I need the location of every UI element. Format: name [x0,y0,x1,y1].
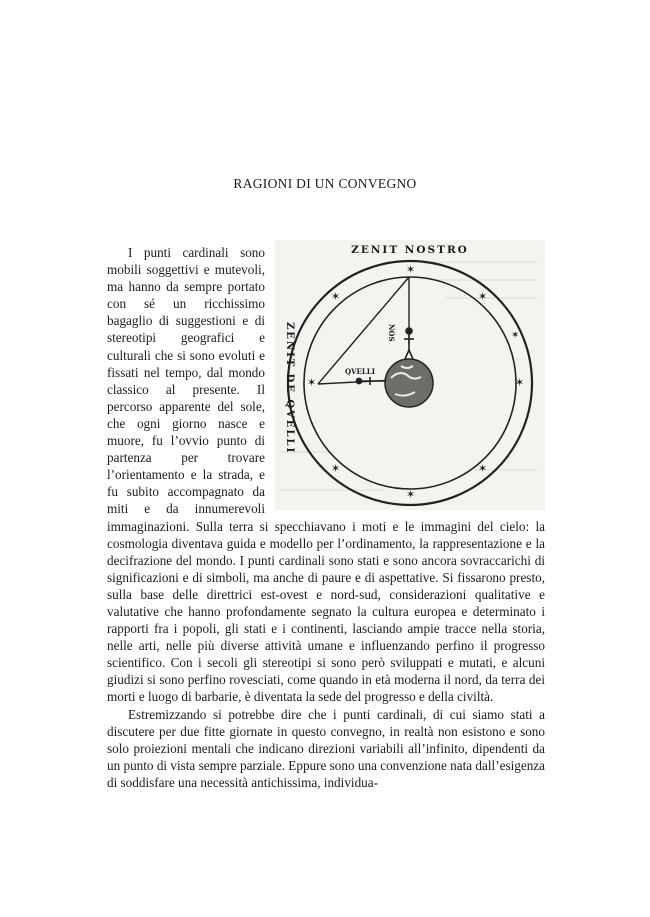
svg-text:✶: ✶ [406,488,416,501]
svg-text:✶: ✶ [307,376,317,389]
body-paragraph-2: Estremizzando si potrebbe dire che i punti cardinali, di cui siamo stati a discutere per due fitte giornate in questo convegno, in realtà non esistono e sono solo proiezioni mentali che indicano direzioni variabili all’infinito, dipendenti da un punto di vista sempre parziale. Eppure sono una convenzione nata dall’esigenza di soddisfare una necessità antichissima, individua- [107,706,545,790]
svg-text:✶: ✶ [511,330,520,341]
zenit-nostro-label: ZENIT NOSTRO [351,244,469,256]
svg-text:✶: ✶ [478,462,488,475]
globe [385,359,433,407]
svg-text:✶: ✶ [515,376,525,389]
svg-text:✶: ✶ [331,290,341,303]
body-paragraph-1: I punti cardinali sono mobili soggettivi e mutevoli, ma hanno da sempre portato con sé un ricchissimo bagaglio di suggestioni e di stereotipi geografici e culturali che si sono evoluti e fissati nel tempo, dal mondo classico al presente. Il percorso apparente del sole, che ogni giorno nasce e muore, fu l’ovvio punto di partenza per trovare l’orientamento e la strada, e fu subito accompagnato da miti e da innumerevoli immaginazioni. Sulla terra si specchiavano i moti e le immagini del cielo: la cosmologia diventava guida e modello per l’ordinamento, la rappresentazione e la decifrazione del mondo. I punti cardinali sono stati e sono ancora sovraccarichi di significazioni e di simboli, ma anche di paure e di aspettative. Si fissarono presto, sulla base delle direttrici est-ovest e nord-sud, considerazioni qualitative e valutative che hanno profondamente segnato la cultura europea e determinato i rapporti fra i popoli, gli stati e i continenti, lasciando ampie tracce nella storia, nelle arti, nelle più diverse attività umane e influenzando perfino il progresso scientifico. Con i secoli gli stereotipi si sono però sviluppati e mutati, e alcuni giudizi si sono perfino rovesciati, come quando in età moderna il nord, da terra dei morti e luogo di barbarie, è diventata la sede del progresso e della civiltà. [107,245,545,705]
svg-text:✶: ✶ [331,462,341,475]
woodcut-illustration [275,240,545,510]
quelli-label: QVELLI [345,367,375,376]
body-text [107,244,545,791]
cosmological-woodcut-figure [275,240,545,510]
svg-text:✶: ✶ [478,290,488,303]
lying-figure [356,377,385,385]
nos-label: NOS [387,324,396,342]
standing-figure [404,328,414,359]
svg-text:✶: ✶ [406,263,416,276]
zenit-de-quelli-label: ZENIT DE QVELLI [284,322,295,455]
chapter-title: RAGIONI DI UN CONVEGNO [233,176,417,191]
